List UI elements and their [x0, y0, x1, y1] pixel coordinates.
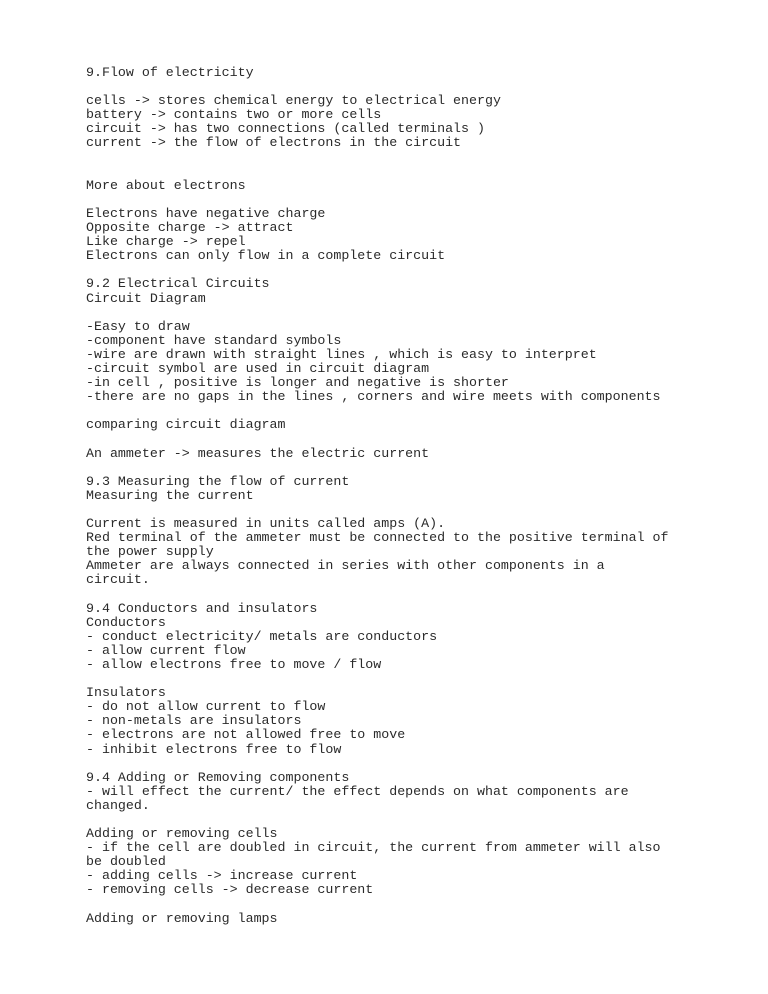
- text-line: Adding or removing cells: [86, 826, 278, 842]
- text-line: - do not allow current to flow: [86, 699, 326, 715]
- text-line: comparing circuit diagram: [86, 417, 286, 433]
- text-line: [86, 151, 756, 165]
- text-line: - non-metals are insulators: [86, 713, 302, 729]
- text-line: Electrons can only flow in a complete circuit: [86, 248, 446, 264]
- text-line: [86, 757, 756, 771]
- text-line: [86, 193, 756, 207]
- text-line: [86, 672, 756, 686]
- text-line: [86, 461, 756, 475]
- text-line: -there are no gaps in the lines , corners and wire meets with components: [86, 389, 661, 405]
- text-line: Insulators: [86, 685, 166, 701]
- text-line: - removing cells -> decrease current: [86, 882, 374, 898]
- document-body: [86, 66, 756, 926]
- text-line: 9.2 Electrical Circuits: [86, 276, 270, 292]
- text-line: -wire are drawn with straight lines , which is easy to interpret: [86, 346, 597, 362]
- text-line: Like charge -> repel: [86, 234, 246, 250]
- text-line: Red terminal of the ammeter must be connected to the positive terminal of: [86, 530, 669, 546]
- text-line: [86, 813, 756, 827]
- text-line: [86, 80, 756, 94]
- text-line: Circuit Diagram: [86, 290, 206, 306]
- text-line: 9.4 Adding or Removing components: [86, 769, 350, 785]
- text-line: - allow current flow: [86, 642, 246, 658]
- text-line: 9.Flow of electricity: [86, 65, 254, 80]
- text-line: Measuring the current: [86, 487, 254, 503]
- text-line: Electrons have negative charge: [86, 205, 326, 221]
- text-line: -circuit symbol are used in circuit diagram: [86, 360, 430, 376]
- text-line: - inhibit electrons free to flow: [86, 741, 342, 757]
- text-line: [86, 306, 756, 320]
- text-line: - will effect the current/ the effect depends on what components are: [86, 783, 629, 799]
- text-line: - adding cells -> increase current: [86, 868, 358, 884]
- text-line: - electrons are not allowed free to move: [86, 727, 406, 743]
- text-line: 9.3 Measuring the flow of current: [86, 473, 350, 489]
- text-line: Ammeter are always connected in series with other components in a: [86, 558, 605, 574]
- text-line: -Easy to draw: [86, 318, 190, 334]
- text-line: -in cell , positive is longer and negative is shorter: [86, 375, 509, 391]
- text-line: [86, 503, 756, 517]
- text-line: [86, 404, 756, 418]
- text-line: 9.4 Conductors and insulators: [86, 600, 318, 616]
- text-line: [86, 587, 756, 601]
- text-line: - conduct electricity/ metals are conductors: [86, 628, 438, 644]
- text-line: [86, 263, 756, 277]
- text-line: Adding or removing lamps: [86, 910, 278, 926]
- text-line: More about electrons: [86, 177, 246, 193]
- text-line: current -> the flow of electrons in the circuit: [86, 135, 462, 151]
- text-line: Opposite charge -> attract: [86, 220, 294, 236]
- text-line: [86, 432, 756, 446]
- text-line: [86, 898, 756, 912]
- text-line: changed.: [86, 797, 150, 813]
- text-line: Conductors: [86, 614, 166, 630]
- text-line: -component have standard symbols: [86, 332, 342, 348]
- text-line: circuit -> has two connections (called terminals ): [86, 121, 485, 137]
- text-line: battery -> contains two or more cells: [86, 107, 382, 123]
- text-line: Current is measured in units called amps (A).: [86, 516, 446, 531]
- text-line: - if the cell are doubled in circuit, the current from ammeter will also: [86, 840, 661, 856]
- text-line: An ammeter -> measures the electric current: [86, 445, 430, 461]
- text-line: - allow electrons free to move / flow: [86, 656, 382, 672]
- text-line: be doubled: [86, 854, 166, 870]
- text-line: cells -> stores chemical energy to electrical energy: [86, 93, 501, 109]
- text-line: circuit.: [86, 572, 150, 588]
- text-line: the power supply: [86, 544, 214, 560]
- text-line: [86, 165, 756, 179]
